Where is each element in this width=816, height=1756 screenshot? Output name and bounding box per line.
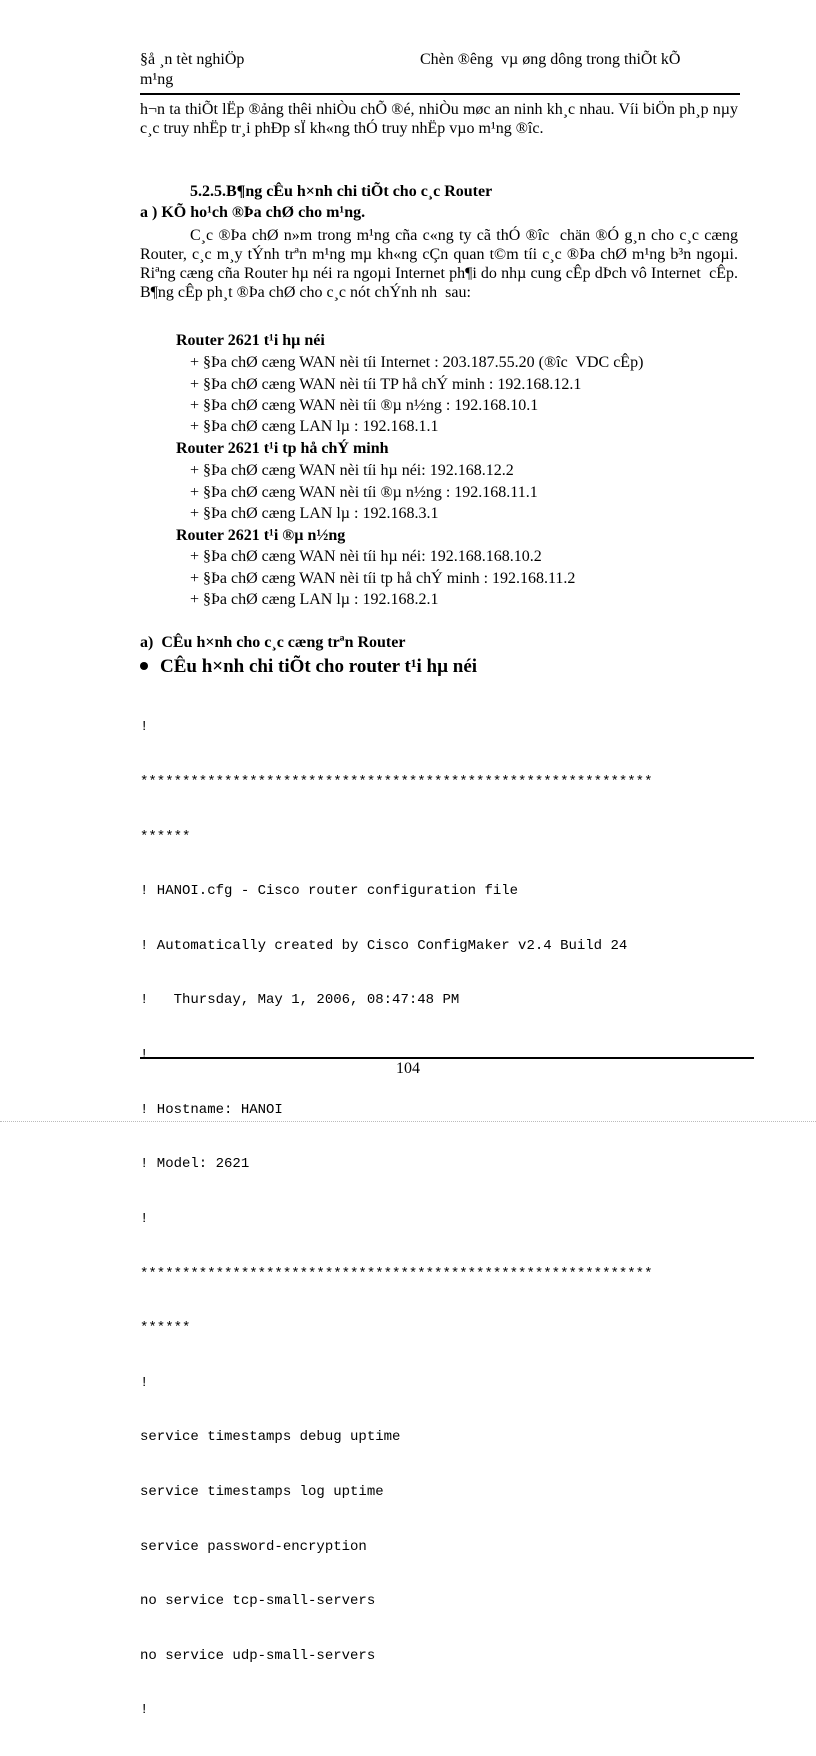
router-danang-item: + §Þa chØ cæng WAN nèi tíi tp hå chÝ minh : 192.168.11.2 bbox=[190, 570, 576, 587]
config-line: service timestamps debug uptime bbox=[140, 1429, 401, 1446]
config-line: ! bbox=[140, 1210, 149, 1227]
config-line: ! Automatically created by Cisco ConfigMaker v2.4 Build 24 bbox=[140, 937, 628, 954]
config-line: ****** bbox=[140, 828, 191, 845]
footer-rule bbox=[140, 1057, 754, 1059]
subsection-b-title: a) CÊu h×nh cho c¸c cæng trªn Router bbox=[140, 634, 406, 651]
intro-paragraph: h¬n ta thiÕt lËp ®ảng thêi nhiÒu chÕ ®é, nhiÒu møc an ninh kh¸c nhau. Víi biÖn ph¸p nµy c¸c truy nhËp tr¸i phÐp sÏ kh«ng thÓ truy nhËp vµo m¹ng ®îc. bbox=[140, 101, 738, 137]
section-title: 5.2.5.B¶ng cÊu h×nh chi tiÕt cho c¸c Router bbox=[190, 183, 493, 200]
config-line: ************************************************************* bbox=[140, 774, 653, 791]
config-line: no service tcp-small-servers bbox=[140, 1593, 376, 1610]
config-line: ! HANOI.cfg - Cisco router configuration file bbox=[140, 883, 519, 900]
config-line: ! bbox=[140, 1702, 149, 1719]
header-left: §å ¸n tèt nghiÖp bbox=[140, 51, 245, 68]
config-line: ****** bbox=[140, 1320, 191, 1337]
config-line: ! bbox=[140, 719, 149, 736]
header-left-wrap: m¹ng bbox=[140, 71, 174, 88]
config-line: no service udp-small-servers bbox=[140, 1647, 376, 1664]
bullet-icon bbox=[140, 662, 148, 670]
router-danang-item: + §Þa chØ cæng LAN lµ : 192.168.2.1 bbox=[190, 591, 439, 608]
subsection-a-title: a ) KÕ ho¹ch ®Þa chØ cho m¹ng. bbox=[140, 204, 366, 221]
header-right: Chèn ®êng vµ øng dông trong thiÕt kÕ bbox=[420, 51, 681, 68]
config-line: ************************************************************* bbox=[140, 1265, 653, 1282]
config-line: ! Thursday, May 1, 2006, 08:47:48 PM bbox=[140, 992, 460, 1009]
router-hcm-item: + §Þa chØ cæng WAN nèi tíi hµ néi: 192.168.12.2 bbox=[190, 462, 514, 479]
config-line: ! bbox=[140, 1047, 149, 1064]
router-danang-item: + §Þa chØ cæng WAN nèi tíi hµ néi: 192.168.168.10.2 bbox=[190, 548, 542, 565]
router-danang-title: Router 2621 t¹i ®µ n½ng bbox=[176, 527, 346, 544]
router-hcm-item: + §Þa chØ cæng WAN nèi tíi ®µ n½ng : 192.168.11.1 bbox=[190, 484, 538, 501]
router-hanoi-item: + §Þa chØ cæng LAN lµ : 192.168.1.1 bbox=[190, 418, 439, 435]
config-line: ! Hostname: HANOI bbox=[140, 1101, 283, 1118]
config-line: service password-encryption bbox=[140, 1538, 367, 1555]
config-line: ! Model: 2621 bbox=[140, 1156, 250, 1173]
address-plan-paragraph: C¸c ®Þa chØ n»m trong m¹ng cña c«ng ty cã thÓ ®îc chän ®Ó g¸n cho c¸c cæng Router, c¸c m¸y tÝnh trªn m¹ng mµ kh«ng cÇn quan t©m tíi c¸c ®Þa chØ m¹ng b³n ngoµi. Riªng cæng cña Router hµ néi ra ngoµi Internet ph¶i do nhµ cung cÊp dÞch vô Internet cÊp. B¶ng cÊp ph¸t ®Þa chØ cho c¸c nót chÝnh nh sau: bbox=[140, 227, 738, 301]
page-edge-dotted bbox=[0, 1121, 816, 1122]
router-hcm-title: Router 2621 t¹i tp hå chÝ minh bbox=[176, 440, 389, 457]
router-hanoi-item: + §Þa chØ cæng WAN nèi tíi Internet : 203.187.55.20 (®îc VDC cÊp) bbox=[190, 354, 644, 371]
page-number: 104 bbox=[396, 1060, 420, 1077]
router-hcm-item: + §Þa chØ cæng LAN lµ : 192.168.3.1 bbox=[190, 505, 439, 522]
header-rule bbox=[140, 93, 740, 95]
router-hanoi-item: + §Þa chØ cæng WAN nèi tíi ®µ n½ng : 192.168.10.1 bbox=[190, 397, 539, 414]
bullet-heading bbox=[140, 656, 477, 678]
router-hanoi-title: Router 2621 t¹i hµ néi bbox=[176, 332, 325, 349]
config-line: service timestamps log uptime bbox=[140, 1483, 384, 1500]
config-listing bbox=[140, 682, 652, 1756]
bullet-heading-text: CÊu h×nh chi tiÕt cho router t¹i hµ néi bbox=[160, 656, 478, 677]
config-line: ! bbox=[140, 1374, 149, 1391]
router-hanoi-item: + §Þa chØ cæng WAN nèi tíi TP hå chÝ minh : 192.168.12.1 bbox=[190, 376, 582, 393]
